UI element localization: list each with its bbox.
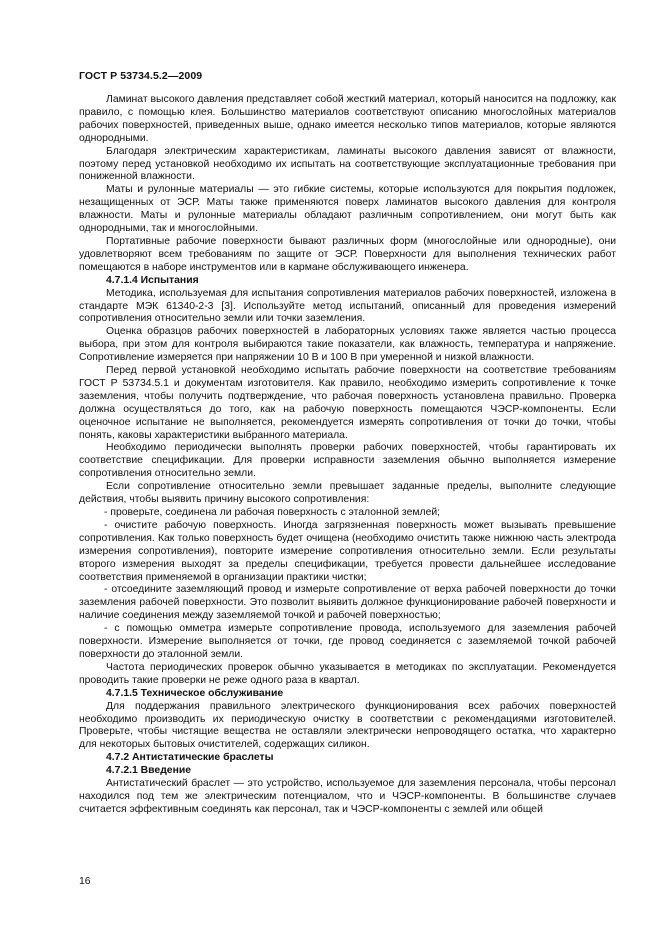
list-item: - отсоедините заземляющий провод и измерьте сопротивление от верха рабочей поверхности до точки заземления рабочей поверхности. Это позволит выявить должное функционирование рабочей поверхности и наличие соединения между заземляемой точкой и рабочей поверхностью; (79, 584, 616, 622)
paragraph: Портативные рабочие поверхности бывают различных форм (многослойные или однородные), они удовлетворяют всем требованиям по защите от ЭСР. Поверхности для выполнения технических работ помещаются в наборе инструментов или в кармане обслуживающего инженера. (79, 235, 616, 273)
list-item: - с помощью омметра измерьте сопротивление провода, используемого для заземления рабочей поверхности. Измерение выполняется от точки, где провод соединяется с заземляемой точкой рабочей поверхности до эталонной земли. (79, 623, 616, 660)
paragraph: Антистатический браслет — это устройство, используемое для заземления персонала, чтобы персонал находился под тем же электрическим потенциалом, что и ЧЭСР-компоненты. В большинстве случаев считается эффективным соединять как персонал, так и ЧЭСР-компоненты с землей или общей (79, 778, 616, 815)
paragraph: Ламинат высокого давления представляет собой жесткий материал, который наносится на подложку, как правило, с помощью клея. Большинство материалов соответствуют описанию многослойных материалов рабочих поверхностей, приведенных выше, однако имеется несколько типов материалов, которые являются однородными. (79, 94, 616, 144)
paragraph: Методика, используемая для испытания сопротивления материалов рабочих поверхностей, изложена в стандарте МЭК 61340-2-3 [3]. Используйте метод испытаний, описанный для проведения измерений сопротивления относительно земли или точки заземления. (79, 287, 616, 325)
paragraph: Частота периодических проверок обычно указывается в методиках по эксплуатации. Рекомендуется проводить такие проверки не реже одного раза в квартал. (79, 661, 616, 686)
document-body (79, 94, 616, 817)
section-heading: 4.7.2 Антистатические браслеты (106, 752, 274, 764)
section-heading: 4.7.1.5 Техническое обслуживание (106, 687, 284, 699)
paragraph: Если сопротивление относительно земли превышает заданные пределы, выполните следующие действия, чтобы выявить причину высокого сопротивления: (79, 481, 616, 506)
page-number: 16 (79, 876, 91, 887)
list-item: - очистите рабочую поверхность. Иногда загрязненная поверхность может вызывать превышение сопротивления. Как только поверхность будет очищена (необходимо очистить также нижнюю часть электрода измерения сопротивления), повторите измерение сопротивления относительно земли. Если результаты второго измерения выходят за пределы спецификации, требуется провести дальнейшее исследование соответствия применяемой в организации практики чистки; (79, 519, 616, 583)
paragraph: Для поддержания правильного электрического функционирования всех рабочих поверхностей необходимо производить их периодическую очистку в соответствии с рекомендациями изготовителей. Проверьте, чтобы чистящие вещества не оставляли электрически непроводящего остатка, что характерно для некоторых бытовых очистителей, содержащих силикон. (79, 700, 616, 751)
section-heading: 4.7.2.1 Введение (106, 765, 192, 777)
paragraph: Необходимо периодически выполнять проверки рабочих поверхностей, чтобы гарантировать их соответствие спецификации. Для проверки исправности заземления обычно выполняется измерение сопротивления относительно земли. (79, 442, 616, 480)
paragraph: Перед первой установкой необходимо испытать рабочие поверхности на соответствие требованиям ГОСТ Р 53734.5.1 и документам изготовителя. Как правило, необходимо измерить сопротивление к точке заземления, чтобы получить подтверждение, что рабочая поверхность установлена правильно. Проверка должна осуществляться до того, как на рабочую поверхность помещаются ЧЭСР-компоненты. Если оценочное испытание не выполняется, рекомендуется измерять сопротивления от точки до точки, чтобы понять, каковы характеристики выбранного материала. (79, 365, 616, 441)
section-heading: 4.7.1.4 Испытания (106, 274, 199, 286)
list-item: - проверьте, соединена ли рабочая поверхность с эталонной землей; (104, 507, 441, 518)
paragraph: Маты и рулонные материалы — это гибкие системы, которые используются для покрытия подложек, незащищенных от ЭСР. Маты также применяются поверх ламинатов высокого давления для контроля влажности. Маты и рулонные материалы обладают различным сопротивлением, они могут быть как однородными, так и многослойными. (79, 184, 616, 235)
paragraph: Благодаря электрическим характеристикам, ламинаты высокого давления зависят от влажности, поэтому перед установкой необходимо их испытать на соответствующие эксплуатационные требования при пониженной влажности. (79, 145, 616, 183)
document-header: ГОСТ Р 53734.5.2—2009 (79, 70, 203, 82)
paragraph: Оценка образцов рабочих поверхностей в лабораторных условиях также является частью процесса выбора, при этом для контроля выбираются такие показатели, как влажность, температура и напряжение. Сопротивление измеряется при напряжении 10 В и 100 В при умеренной и низкой влажности. (79, 326, 616, 364)
